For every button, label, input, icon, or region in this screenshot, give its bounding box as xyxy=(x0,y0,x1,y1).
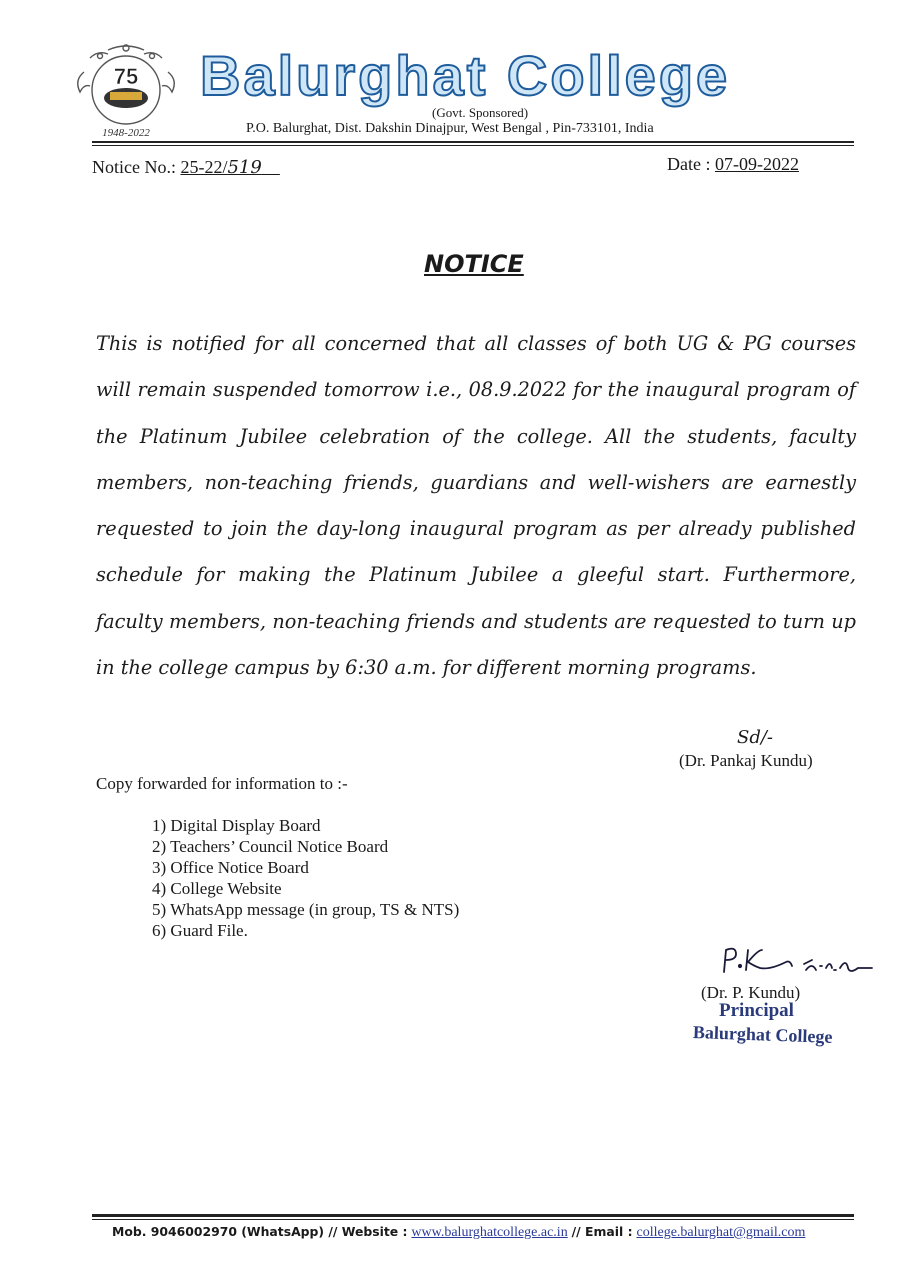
copy-forwarded-list xyxy=(152,815,459,941)
principal-title: Principal xyxy=(719,1000,794,1021)
list-item: 5) WhatsApp message (in group, TS & NTS) xyxy=(152,900,460,919)
list-item: 6) Guard File. xyxy=(152,921,248,940)
footer-mobile: Mob. 9046002970 (WhatsApp) // Website : xyxy=(112,1224,408,1239)
notice-number-value: 25-22/519 xyxy=(180,157,262,178)
footer-contact xyxy=(112,1224,805,1241)
email-link[interactable]: college.balurghat@gmail.com xyxy=(636,1225,806,1240)
notice-title: NOTICE xyxy=(424,250,524,278)
college-emblem-icon xyxy=(70,42,182,142)
website-link[interactable]: www.balurghatcollege.ac.in xyxy=(411,1225,568,1240)
list-item: 2) Teachers’ Council Notice Board xyxy=(152,837,389,856)
svg-text:1948-2022: 1948-2022 xyxy=(102,127,150,139)
notice-number-handwritten: 519 xyxy=(227,157,262,178)
principal-name: (Dr. P. Kundu) xyxy=(701,983,801,1002)
header-divider xyxy=(92,141,854,143)
list-item: 1) Digital Display Board xyxy=(152,816,321,835)
notice-number xyxy=(92,157,280,178)
copy-forwarded-heading: Copy forwarded for information to :- xyxy=(96,774,348,793)
notice-number-label: Notice No.: xyxy=(92,157,176,177)
svg-text:75: 75 xyxy=(113,64,139,89)
handwritten-signature xyxy=(718,940,878,984)
date-label: Date : xyxy=(667,154,711,174)
college-address: P.O. Balurghat, Dist. Dakshin Dinajpur, West Bengal , Pin-733101, India xyxy=(246,121,654,136)
notice-date xyxy=(667,154,799,175)
date-value: 07-09-2022 xyxy=(714,154,799,174)
principal-organisation: Balurghat College xyxy=(692,1022,833,1047)
footer-divider-thin xyxy=(92,1219,854,1220)
college-name: Balurghat College xyxy=(200,44,731,107)
footer-divider xyxy=(92,1214,854,1217)
notice-body: This is notified for all concerned that all classes of both UG & PG courses will remain suspended tomorrow i.e., 08.9.2022 for the inaugural program of the Platinum Jubilee celebration of the college. All the students, faculty members, non-teaching friends, guardians and well-wishers are earnestly requested to join the day-long inaugural program as per already published schedule for making the Platinum Jubilee a gleeful start. Furthermore, faculty members, non-teaching friends and students are requested to turn up in the college campus by 6:30 a.m. for different morning programs. xyxy=(96,332,856,680)
footer-email-label: // Email : xyxy=(571,1224,633,1239)
list-item: 3) Office Notice Board xyxy=(152,858,309,877)
header-divider-thin xyxy=(92,145,854,146)
govt-status: (Govt. Sponsored) xyxy=(432,105,529,120)
signatory-name: (Dr. Pankaj Kundu) xyxy=(679,751,813,770)
list-item: 4) College Website xyxy=(152,879,282,898)
signed-mark: Sd/- xyxy=(737,727,773,748)
